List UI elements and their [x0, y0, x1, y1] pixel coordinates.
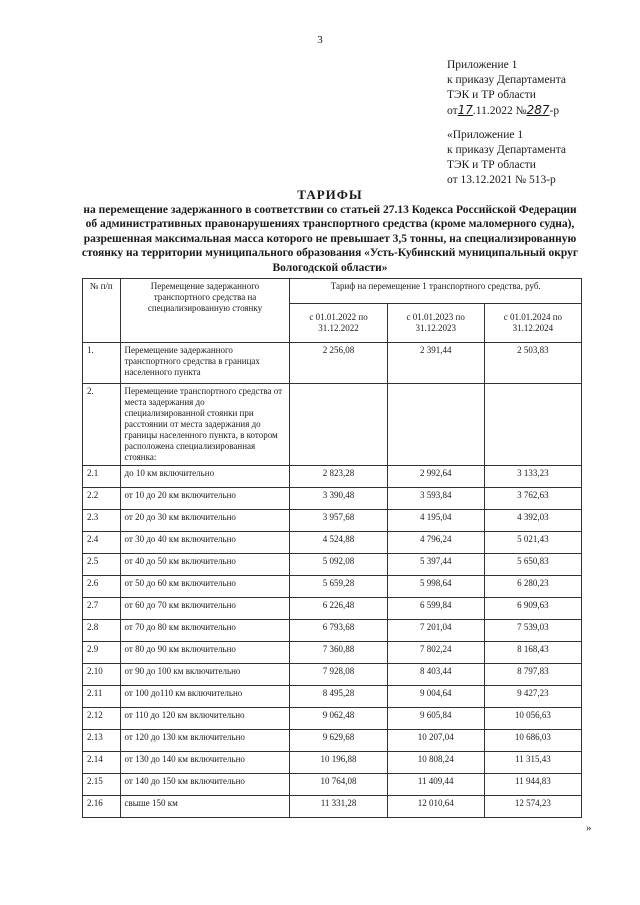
tariff-2023: 12 010,64 — [387, 796, 484, 818]
row-description: от 50 до 60 км включительно — [120, 576, 290, 598]
row-number: 1. — [83, 343, 121, 384]
table-row — [83, 488, 582, 510]
order-date-line — [447, 103, 566, 119]
row-description: от 110 до 120 км включительно — [120, 708, 290, 730]
table-row — [83, 642, 582, 664]
row-description: до 10 км включительно — [120, 466, 290, 488]
tariff-2023: 5 397,44 — [387, 554, 484, 576]
tariff-2024: 11 315,43 — [484, 752, 581, 774]
tariff-2024: 6 280,23 — [484, 576, 581, 598]
number-suffix: -р — [549, 105, 560, 117]
tariff-2022: 5 092,08 — [290, 554, 387, 576]
row-description: Перемещение задержанного транспортного средства в границах населенного пункта — [120, 343, 290, 384]
row-number: 2.3 — [83, 510, 121, 532]
tariff-2022: 6 226,48 — [290, 598, 387, 620]
row-number: 2.9 — [83, 642, 121, 664]
tariff-2024: 3 133,23 — [484, 466, 581, 488]
appendix-line: ТЭК и ТР области — [447, 89, 536, 101]
tariff-table — [82, 278, 582, 818]
tariff-2024: 10 056,63 — [484, 708, 581, 730]
row-description: от 30 до 40 км включительно — [120, 532, 290, 554]
row-description: свыше 150 км — [120, 796, 290, 818]
document-title — [80, 188, 580, 276]
row-description: от 90 до 100 км включительно — [120, 664, 290, 686]
table-row — [83, 664, 582, 686]
tariff-2023: 6 599,84 — [387, 598, 484, 620]
title-main: ТАРИФЫ — [297, 187, 363, 202]
appendix-line: от 13.12.2021 № 513-р — [447, 174, 556, 186]
table-row — [83, 554, 582, 576]
tariff-2023: 4 195,04 — [387, 510, 484, 532]
row-description: от 60 до 70 км включительно — [120, 598, 290, 620]
table-row — [83, 576, 582, 598]
row-description: Перемещение транспортного средства от места задержания до специализированной стоянки при расстоянии от места задержания до границы населенного пункта, в котором расположена специализированная стоянка: — [120, 384, 290, 466]
tariff-2024: 8 168,43 — [484, 642, 581, 664]
tariff-2023: 7 201,04 — [387, 620, 484, 642]
handwritten-day: 17 — [457, 103, 473, 117]
tariff-2022: 10 764,08 — [290, 774, 387, 796]
tariff-2022: 7 360,88 — [290, 642, 387, 664]
appendix-header — [447, 58, 566, 119]
row-description: от 10 до 20 км включительно — [120, 488, 290, 510]
row-description: от 40 до 50 км включительно — [120, 554, 290, 576]
row-number: 2.6 — [83, 576, 121, 598]
tariff-2024: 4 392,03 — [484, 510, 581, 532]
table-row — [83, 620, 582, 642]
tariff-2024: 5 650,83 — [484, 554, 581, 576]
tariff-2024: 9 427,23 — [484, 686, 581, 708]
header-period: с 01.01.2023 по 31.12.2023 — [387, 304, 484, 343]
tariff-2022: 3 390,48 — [290, 488, 387, 510]
table-row — [83, 510, 582, 532]
row-number: 2.13 — [83, 730, 121, 752]
tariff-2024: 8 797,83 — [484, 664, 581, 686]
tariff-2023: 9 004,64 — [387, 686, 484, 708]
table-row — [83, 796, 582, 818]
row-description: от 80 до 90 км включительно — [120, 642, 290, 664]
tariff-2024: 12 574,23 — [484, 796, 581, 818]
tariff-2023: 2 391,44 — [387, 343, 484, 384]
row-number: 2.14 — [83, 752, 121, 774]
row-number: 2.5 — [83, 554, 121, 576]
table-row — [83, 598, 582, 620]
header-tariff: Тариф на перемещение 1 транспортного средства, руб. — [290, 279, 582, 304]
tariff-2023: 2 992,64 — [387, 466, 484, 488]
tariff-2024: 2 503,83 — [484, 343, 581, 384]
tariff-2024: 5 021,43 — [484, 532, 581, 554]
row-number: 2.4 — [83, 532, 121, 554]
row-description: от 100 до110 км включительно — [120, 686, 290, 708]
appendix-line: «Приложение 1 — [447, 129, 524, 141]
row-number: 2.12 — [83, 708, 121, 730]
table-row — [83, 532, 582, 554]
tariff-2022: 10 196,88 — [290, 752, 387, 774]
table-row — [83, 708, 582, 730]
tariff-2022: 2 256,08 — [290, 343, 387, 384]
title-subtitle: на перемещение задержанного в соответствии со статьей 27.13 Кодекса Российской Федерации об административных правонарушениях транспортного средства (кроме маломерного судна), разрешенная максимальная масса которого не превышает 3,5 тонны, на специализированную стоянку на территории муниципального образования «Усть-Кубинский муниципальный округ Вологодской области» — [81, 203, 579, 274]
row-number: 2. — [83, 384, 121, 466]
row-number: 2.8 — [83, 620, 121, 642]
row-number: 2.2 — [83, 488, 121, 510]
header-period: с 01.01.2024 по 31.12.2024 — [484, 304, 581, 343]
appendix-line: Приложение 1 — [447, 59, 518, 71]
tariff-2022: 4 524,88 — [290, 532, 387, 554]
tariff-2022: 9 629,68 — [290, 730, 387, 752]
table-row — [83, 466, 582, 488]
tariff-2023: 10 808,24 — [387, 752, 484, 774]
tariff-2023: 9 605,84 — [387, 708, 484, 730]
row-description: от 20 до 30 км включительно — [120, 510, 290, 532]
table-row — [83, 384, 582, 466]
tariff-2023: 5 998,64 — [387, 576, 484, 598]
date-prefix: от — [447, 105, 458, 117]
tariff-2023: 3 593,84 — [387, 488, 484, 510]
row-number: 2.16 — [83, 796, 121, 818]
tariff-2022: 7 928,08 — [290, 664, 387, 686]
table-row — [83, 752, 582, 774]
row-description: от 140 до 150 км включительно — [120, 774, 290, 796]
tariff-2024: 6 909,63 — [484, 598, 581, 620]
tariff-2023 — [387, 384, 484, 466]
previous-appendix-header — [447, 128, 566, 188]
handwritten-number: 287 — [526, 103, 550, 117]
row-number: 2.10 — [83, 664, 121, 686]
tariff-2023: 11 409,44 — [387, 774, 484, 796]
header-desc: Перемещение задержанного транспортного средства на специализированную стоянку — [120, 279, 290, 343]
table-row — [83, 730, 582, 752]
row-description: от 120 до 130 км включительно — [120, 730, 290, 752]
tariff-2024: 7 539,03 — [484, 620, 581, 642]
header-period: с 01.01.2022 по 31.12.2022 — [290, 304, 387, 343]
tariff-2024: 10 686,03 — [484, 730, 581, 752]
tariff-2022: 8 495,28 — [290, 686, 387, 708]
appendix-line: к приказу Департамента — [447, 74, 566, 86]
closing-quote: » — [586, 822, 592, 834]
tariff-2024: 3 762,63 — [484, 488, 581, 510]
row-description: от 70 до 80 км включительно — [120, 620, 290, 642]
row-number: 2.11 — [83, 686, 121, 708]
table-row — [83, 774, 582, 796]
row-description: от 130 до 140 км включительно — [120, 752, 290, 774]
tariff-2022 — [290, 384, 387, 466]
tariff-2022: 9 062,48 — [290, 708, 387, 730]
tariff-2022: 2 823,28 — [290, 466, 387, 488]
tariff-2024 — [484, 384, 581, 466]
tariff-2023: 7 802,24 — [387, 642, 484, 664]
tariff-2022: 5 659,28 — [290, 576, 387, 598]
tariff-2023: 4 796,24 — [387, 532, 484, 554]
appendix-line: к приказу Департамента — [447, 144, 566, 156]
row-number: 2.15 — [83, 774, 121, 796]
tariff-2022: 6 793,68 — [290, 620, 387, 642]
tariff-2024: 11 944,83 — [484, 774, 581, 796]
tariff-2023: 10 207,04 — [387, 730, 484, 752]
tariff-2023: 8 403,44 — [387, 664, 484, 686]
date-rest: .11.2022 № — [472, 105, 527, 117]
tariff-2022: 11 331,28 — [290, 796, 387, 818]
table-row — [83, 686, 582, 708]
appendix-line: ТЭК и ТР области — [447, 159, 536, 171]
page-number: 3 — [317, 34, 323, 46]
table-row — [83, 343, 582, 384]
row-number: 2.7 — [83, 598, 121, 620]
tariff-2022: 3 957,68 — [290, 510, 387, 532]
row-number: 2.1 — [83, 466, 121, 488]
header-num: № п/п — [83, 279, 121, 343]
